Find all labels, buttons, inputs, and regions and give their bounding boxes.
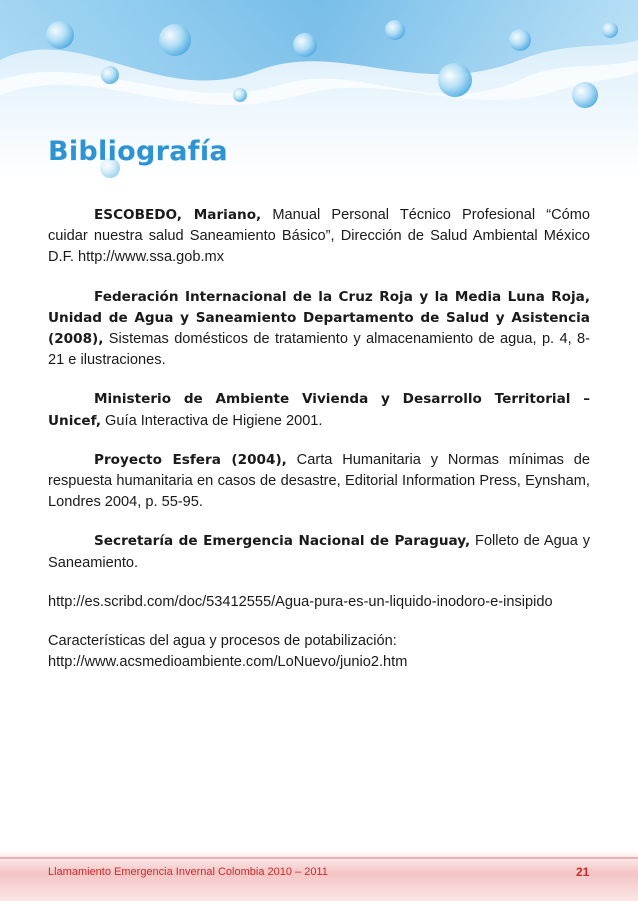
bibliography-entry [48, 205, 590, 269]
page-footer [0, 828, 638, 901]
entry-author: Federación Internacional de la Cruz Roja y la Media Luna Roja, Unidad de Agua y Saneamiento Departamento de Salud y Asistencia (2008), [48, 288, 590, 348]
entry-text: Carta Humanitaria y Normas mínimas de respuesta humanitaria en casos de desastre, Editorial Information Press, Eynsham, Londres 2004, p. 55-95. [48, 451, 590, 511]
entry-author: ESCOBEDO, Mariano, [94, 207, 262, 223]
page-number: 21 [576, 865, 590, 879]
entry-text: Folleto de Agua y Saneamiento. [48, 533, 590, 571]
entry-author: Proyecto Esfera (2004), [94, 451, 287, 468]
entry-author: Ministerio de Ambiente Vivienda y Desarrollo Territorial – Unicef, [48, 391, 590, 429]
entry-text: Manual Personal Técnico Profesional “Cómo cuidar nuestra salud Saneamiento Básico”, Dirección de Salud Ambiental México D.F. http://www.ssa.gob.mx [48, 207, 590, 266]
bibliography-entry [48, 389, 590, 431]
scribd-link[interactable]: http://es.scribd.com/doc/53412555/Agua-pura-es-un-liquido-inodoro-e-insipido [48, 593, 553, 610]
bibliography-entry [48, 531, 590, 573]
bibliography-list [48, 205, 590, 691]
footer-caption: Llamamiento Emergencia Invernal Colombia 2010 – 2011 [48, 866, 328, 878]
entry-text: Guía Interactiva de Higiene 2001. [101, 412, 323, 429]
page-title: Bibliografía [48, 136, 228, 167]
web-reference-label: Características del agua y procesos de potabilización: [48, 633, 397, 650]
web-reference [48, 631, 590, 673]
bibliography-entry [48, 287, 590, 372]
bibliography-entry [48, 450, 590, 514]
entry-author: Secretaría de Emergencia Nacional de Paraguay, [94, 533, 471, 550]
entry-text: Sistemas domésticos de tratamiento y almacenamiento de agua, p. 4, 8-21 e ilustraciones. [48, 331, 590, 369]
acs-link[interactable]: http://www.acsmedioambiente.com/LoNuevo/junio2.htm [48, 654, 408, 671]
